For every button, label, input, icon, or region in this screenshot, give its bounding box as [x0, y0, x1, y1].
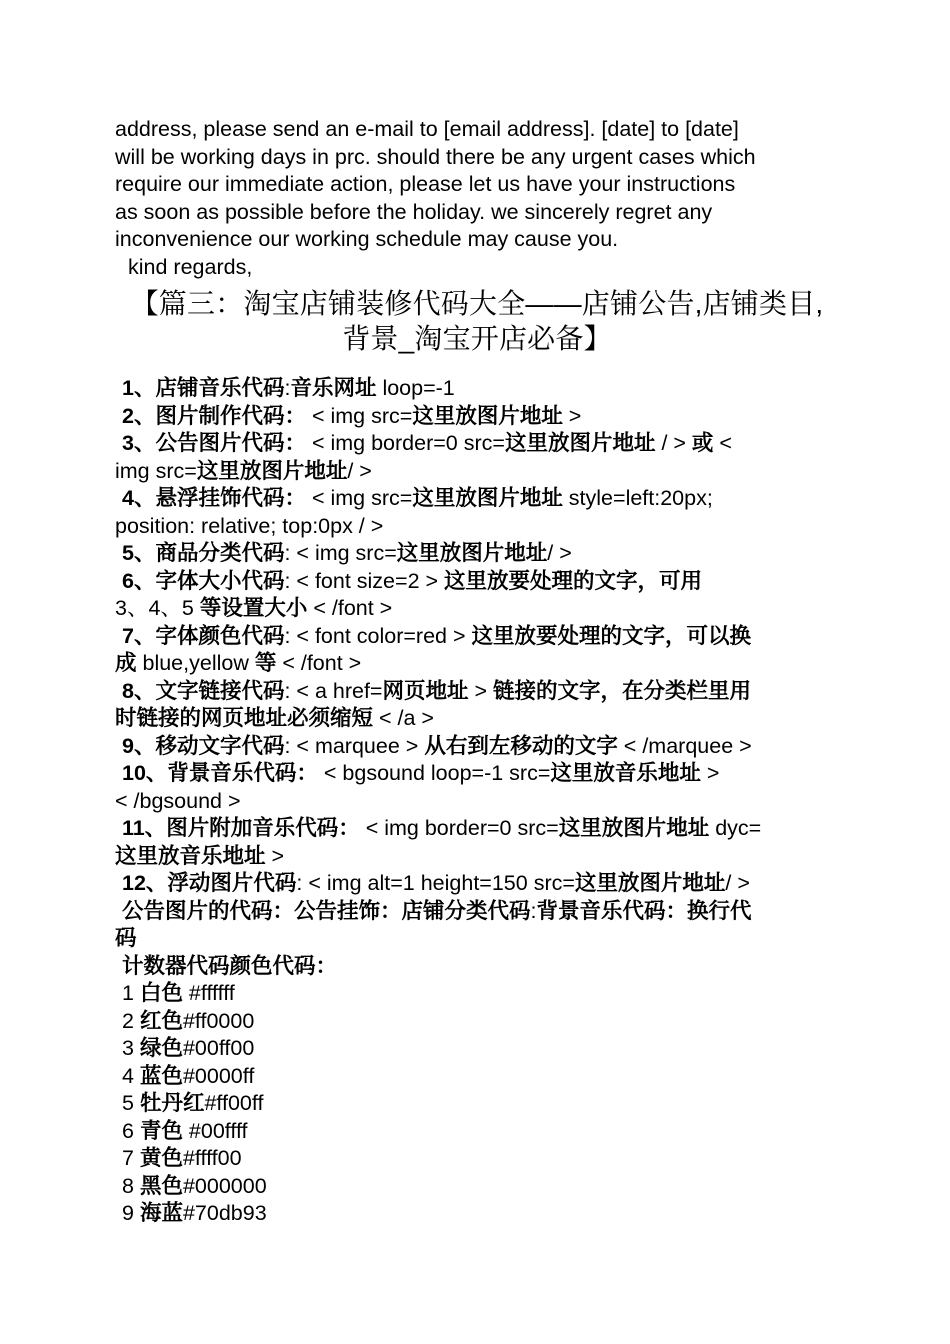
- text-segment: #ffffff: [182, 981, 235, 1005]
- closing-line: kind regards,: [128, 254, 253, 279]
- bold-text: 音乐网址: [290, 376, 377, 400]
- code-line: [115, 458, 845, 486]
- text-segment: 3: [122, 1036, 140, 1060]
- text-segment: / >: [347, 458, 372, 483]
- text-segment: >: [265, 843, 285, 868]
- bold-text: 3、公告图片代码：: [122, 431, 306, 455]
- bold-text: 绿色: [139, 1036, 183, 1060]
- text-segment: < /bgsound >: [115, 788, 241, 813]
- bold-text: 等设置大小: [199, 596, 308, 620]
- code-line: [115, 1090, 845, 1118]
- text-segment: >: [562, 403, 582, 428]
- bold-text: 链接的文字，在分类栏里用: [493, 678, 752, 703]
- bold-text: 6、字体大小代码: [122, 568, 285, 593]
- bold-text: 黑色: [139, 1173, 183, 1198]
- bold-text: 蓝色: [139, 1063, 183, 1088]
- code-line: [115, 1063, 845, 1091]
- code-line: [115, 1008, 845, 1036]
- text-segment: < img border=0 src=: [305, 431, 505, 455]
- text-segment: 7: [122, 1146, 140, 1170]
- text-segment: < bgsound loop=-1 src=: [317, 761, 551, 785]
- bold-text: 或: [691, 431, 714, 455]
- text-segment: loop=-1: [376, 376, 455, 400]
- bold-text: 白色: [139, 981, 183, 1005]
- text-segment: / >: [655, 431, 692, 455]
- bold-text: 2、图片制作代码：: [122, 403, 306, 428]
- text-segment: 5: [122, 1091, 140, 1115]
- code-line: [115, 898, 845, 926]
- intro-line: address, please send an e-mail to [email address]. [date] to [date]: [115, 117, 739, 141]
- bold-text: 这里放图片地址: [412, 486, 563, 510]
- text-segment: : < img src=: [284, 541, 397, 565]
- bold-text: 公告图片的代码：公告挂饰：店铺分类代码: [122, 898, 531, 923]
- code-line: [115, 733, 845, 761]
- code-line: [115, 513, 845, 541]
- bold-text: 黄色: [139, 1146, 183, 1170]
- text-segment: >: [468, 678, 494, 703]
- text-segment: blue,yellow: [136, 651, 255, 675]
- intro-line: inconvenience our working schedule may cause you.: [115, 227, 619, 251]
- bold-text: 青色: [139, 1118, 183, 1143]
- code-line: [115, 430, 845, 458]
- code-line: [115, 375, 845, 403]
- text-segment: 1: [122, 981, 140, 1005]
- code-line: [115, 403, 845, 431]
- code-line: [115, 1035, 845, 1063]
- section-title-line: 【篇三：淘宝店铺装修代码大全——店铺公告,店铺类目,: [130, 288, 824, 319]
- code-list: [115, 375, 845, 1228]
- code-line: [115, 650, 845, 678]
- text-segment: #70db93: [182, 1201, 267, 1225]
- bold-text: 这里放音乐地址: [115, 843, 266, 868]
- bold-text: 网页地址: [382, 678, 469, 703]
- bold-text: 11、图片附加音乐代码：: [122, 816, 360, 840]
- text-segment: 2: [122, 1008, 140, 1033]
- text-segment: < img src=: [305, 403, 413, 428]
- bold-text: 这里放要处理的文字，可以换: [471, 623, 752, 648]
- code-line: [115, 1118, 845, 1146]
- text-segment: <: [713, 431, 732, 455]
- text-segment: < img border=0 src=: [359, 816, 559, 840]
- text-segment: 3、4、5: [115, 596, 200, 620]
- text-segment: 4: [122, 1063, 140, 1088]
- bold-text: 4、悬浮挂饰代码：: [122, 486, 306, 510]
- code-line: [115, 953, 845, 981]
- bold-text: 从右到左移动的文字: [424, 733, 618, 758]
- bold-text: 成: [115, 651, 137, 675]
- code-line: [115, 1173, 845, 1201]
- code-line: [115, 815, 845, 843]
- intro-line: will be working days in prc. should there be any urgent cases which: [115, 144, 756, 169]
- text-segment: #ffff00: [182, 1146, 242, 1170]
- text-segment: style=left:20px;: [562, 486, 713, 510]
- code-line: [115, 980, 845, 1008]
- section-title: [107, 286, 847, 356]
- text-segment: #ff00ff: [204, 1091, 264, 1115]
- intro-line: require our immediate action, please let us have your instructions: [115, 172, 736, 196]
- text-segment: : < font color=red >: [284, 623, 472, 648]
- bold-text: 等: [254, 651, 277, 675]
- bold-text: 10、背景音乐代码：: [122, 761, 318, 785]
- text-segment: position: relative; top:0px / >: [115, 513, 384, 538]
- code-line: [115, 595, 845, 623]
- code-line: [115, 1200, 845, 1228]
- bold-text: 5、商品分类代码: [122, 541, 285, 565]
- text-segment: / >: [547, 541, 572, 565]
- text-segment: :: [284, 376, 291, 400]
- bold-text: 这里放图片地址: [504, 431, 656, 455]
- bold-text: 红色: [139, 1008, 183, 1033]
- text-segment: #0000ff: [182, 1063, 255, 1088]
- bold-text: 牡丹红: [139, 1091, 205, 1115]
- code-line: [115, 623, 845, 651]
- text-segment: 6: [122, 1118, 140, 1143]
- bold-text: 这里放图片地址: [412, 403, 563, 428]
- bold-text: 这里放要处理的文字，可用: [444, 568, 703, 593]
- bold-text: 9、移动文字代码: [122, 733, 285, 758]
- bold-text: 12、浮动图片代码: [122, 871, 297, 895]
- code-line: [115, 843, 845, 871]
- bold-text: 1、店铺音乐代码: [122, 376, 285, 400]
- text-segment: #00ff00: [182, 1036, 255, 1060]
- text-segment: 8: [122, 1173, 140, 1198]
- text-segment: 9: [122, 1201, 140, 1225]
- bold-text: 7、字体颜色代码: [122, 623, 285, 648]
- code-line: [115, 925, 845, 953]
- intro-line: as soon as possible before the holiday. we sincerely regret any: [115, 199, 713, 224]
- code-line: [115, 678, 845, 706]
- text-segment: #00ffff: [182, 1118, 248, 1143]
- intro-paragraph: [115, 116, 845, 254]
- text-segment: < img src=: [305, 486, 413, 510]
- code-line: [115, 788, 845, 816]
- bold-text: 码: [115, 926, 137, 950]
- bold-text: 这里放图片地址: [396, 541, 548, 565]
- code-line: [115, 540, 845, 568]
- bold-text: 计数器代码颜色代码：: [122, 953, 338, 978]
- code-line: [115, 705, 845, 733]
- text-segment: dyc=: [709, 816, 762, 840]
- text-segment: : < img alt=1 height=150 src=: [296, 871, 575, 895]
- bold-text: 海蓝: [139, 1201, 183, 1225]
- text-segment: #ff0000: [182, 1008, 255, 1033]
- bold-text: 这里放音乐地址: [550, 761, 701, 785]
- text-segment: < /font >: [307, 596, 393, 620]
- text-segment: < /marquee >: [617, 733, 752, 758]
- code-line: [115, 1145, 845, 1173]
- text-segment: img src=: [115, 458, 197, 483]
- text-segment: :: [530, 898, 537, 923]
- bold-text: 8、文字链接代码: [122, 678, 285, 703]
- text-segment: / >: [725, 871, 750, 895]
- bold-text: 这里放图片地址: [196, 458, 348, 483]
- bold-text: 这里放图片地址: [558, 816, 710, 840]
- text-segment: < /font >: [276, 651, 362, 675]
- document-page: [115, 116, 845, 1228]
- text-segment: < /a >: [373, 706, 434, 730]
- text-segment: #000000: [182, 1173, 267, 1198]
- text-segment: : < marquee >: [284, 733, 425, 758]
- text-segment: >: [700, 761, 720, 785]
- code-line: [115, 485, 845, 513]
- bold-text: 时链接的网页地址必须缩短: [115, 706, 374, 730]
- code-line: [115, 870, 845, 898]
- code-line: [115, 568, 845, 596]
- section-title-line: 背景_淘宝开店必备】: [342, 323, 612, 354]
- bold-text: 这里放图片地址: [574, 871, 726, 895]
- text-segment: : < font size=2 >: [284, 568, 445, 593]
- bold-text: 背景音乐代码：换行代: [536, 898, 752, 923]
- text-segment: : < a href=: [284, 678, 383, 703]
- code-line: [115, 760, 845, 788]
